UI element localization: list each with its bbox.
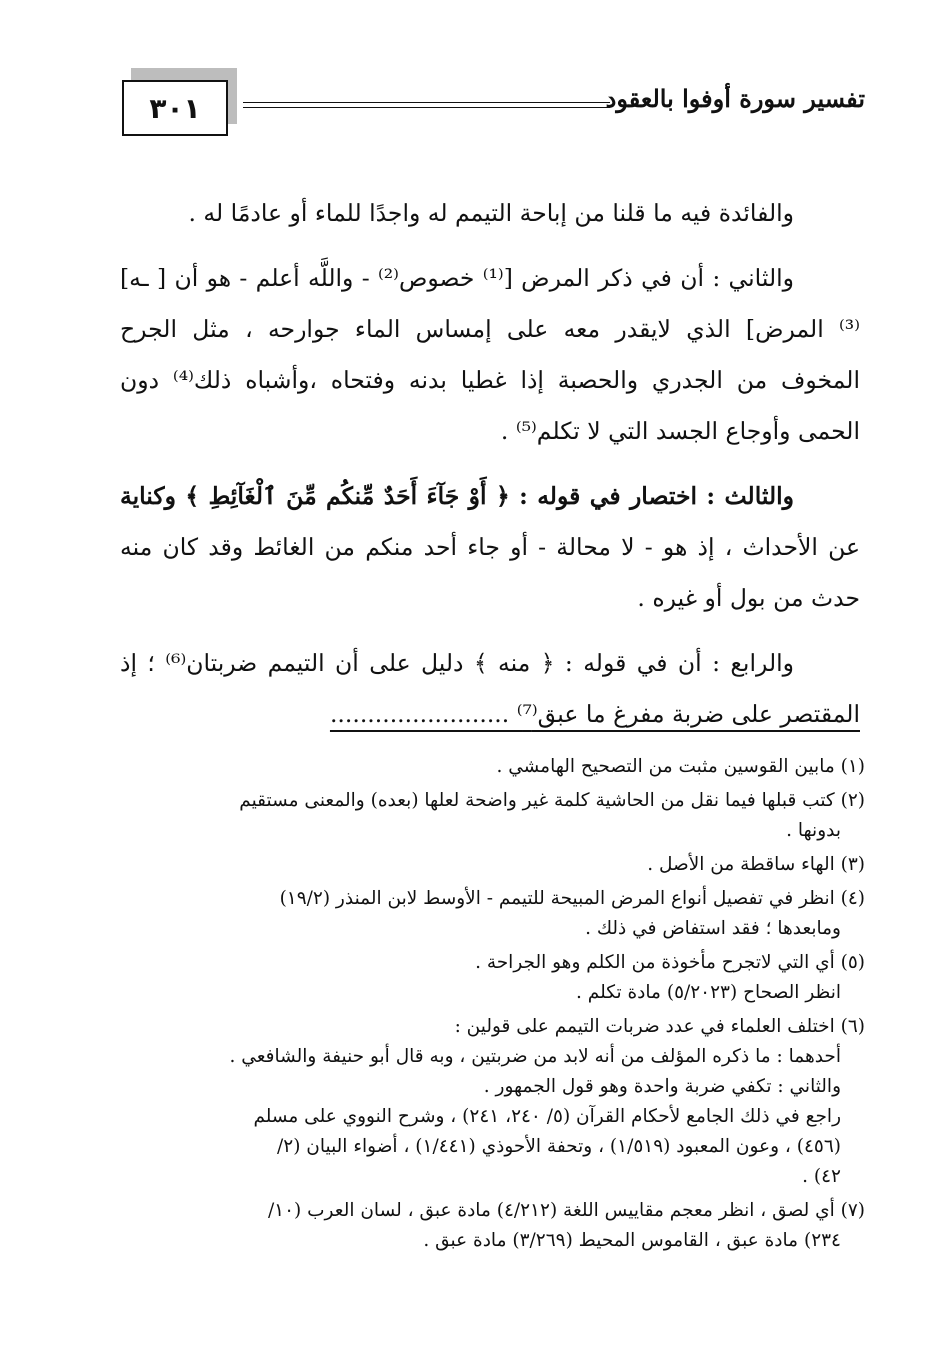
footnote-5 [120,948,865,1008]
footnote-4 [120,884,865,944]
text-line: والثاني : أن في ذكر المرض [⁽¹⁾ خصوص⁽²⁾ - واللَّه أعلم - هو [206,264,794,292]
paragraph-third [120,471,860,624]
footnote-line: ٢٣٤) مادة عبق ، القاموس المحيط (٣/٢٦٩) مادة عبق . [423,1230,841,1251]
footnote-line: ومابعدها ؛ فقد استفاض في ذلك . [585,918,841,939]
text-line: منه حدث من بول أو غيره . [120,533,860,612]
footnote-line: (٢) كتب قبلها فيما نقل من الحاشية كلمة غير واضحة لعلها (بعده) والمعنى مستقيم [239,790,865,811]
page-number: ٣٠١ [122,80,228,136]
header-rule [243,102,610,103]
text-line: عن الأحداث ، إذ هو - لا محالة - أو جاء أحد منكم من الغائط وقد كان [162,533,860,561]
footnote-line: (٦) اختلف العلماء في عدد ضربات التيمم على قولين : [454,1016,865,1037]
footnote-line: أحدهما : ما ذكره المؤلف من أنه لابد من ضربتين ، وبه قال أبو حنيفة والشافعي . [229,1046,841,1067]
footnote-line: والثاني : تكفي ضربة واحدة وهو قول الجمهور . [483,1076,841,1097]
footnote-line: راجع في ذلك الجامع لأحكام القرآن (٥/ ٢٤٠، ٢٤١) ، وشرح النووي على مسلم [253,1106,841,1127]
footnote-line: (٥) أي التي لاتجرح مأخوذة من الكلم وهو الجراحة . [475,952,865,973]
footnote-line: ٤٢) . [802,1166,841,1187]
text-line: والرابع : أن في قوله : ﴿ منه ﴾ دليل على أن التيمم ضربتان⁽⁶⁾ ؛ إذ [120,649,794,677]
footnote-3 [120,850,865,880]
footnote-7 [120,1196,865,1256]
running-title: تفسير سورة أوفوا بالعقود [605,84,865,113]
text-line: والفائدة فيه ما قلنا من إباحة التيمم له واجدًا للماء أو عادمًا له . [188,199,794,227]
footnote-line: (٣) الهاء ساقطة من الأصل . [647,854,865,875]
paragraph-second [120,253,860,457]
footnote-line: انظر الصحاح (٥/٢٠٢٣) مادة تكلم . [576,982,841,1003]
footnotes [120,752,865,1260]
text-line: الجرح المخوف من الجدري والحصبة إذا غطيا بدنه وفتحاه ،وأشباه [120,315,860,394]
footnote-line: (١) مابين القوسين مثبت من التصحيح الهامشي . [496,756,865,777]
footnote-line: (٤) انظر في تفصيل أنواع المرض المبيحة للتيمم - الأوسط لابن المنذر (١٩/٢) [279,888,865,909]
footnote-6 [120,1012,865,1192]
text-line: المقتصر على ضربة مفرغ ما عبق⁽⁷⁾ ........................ [329,700,860,728]
footnote-2 [120,786,865,846]
paragraph-fourth [120,638,860,740]
text-line: ذلك⁽⁴⁾ دون الحمى وأوجاع الجسد التي لا تكلم⁽⁵⁾ . [120,366,860,445]
header-rule [243,107,610,108]
footnote-1 [120,752,865,782]
text-line: والثالث : اختصار في قوله : ﴿ أَوْ جَآءَ أَحَدٌ مِّنكُم مِّنَ ٱلْغَآئِطِ ﴾ وكناية [120,482,794,510]
footnote-line: بدونها . [786,820,841,841]
footnote-line: (٤٥٦) ، وعون المعبود (١/٥١٩) ، وتحفة الأحوذي (١/٤٤١) ، أضواء البيان (٢/ [277,1136,841,1157]
footnote-line: (٧) أي لصق ، انظر معجم مقاييس اللغة (٤/٢١٢) مادة عبق ، لسان العرب (١٠/ [267,1200,865,1221]
paragraph-benefit [120,188,860,239]
text-line: أن [ ـه]⁽³⁾ المرض] الذي لايقدر معه على إمساس الماء جوارحه ، مثل [120,264,860,343]
main-text [120,188,860,754]
